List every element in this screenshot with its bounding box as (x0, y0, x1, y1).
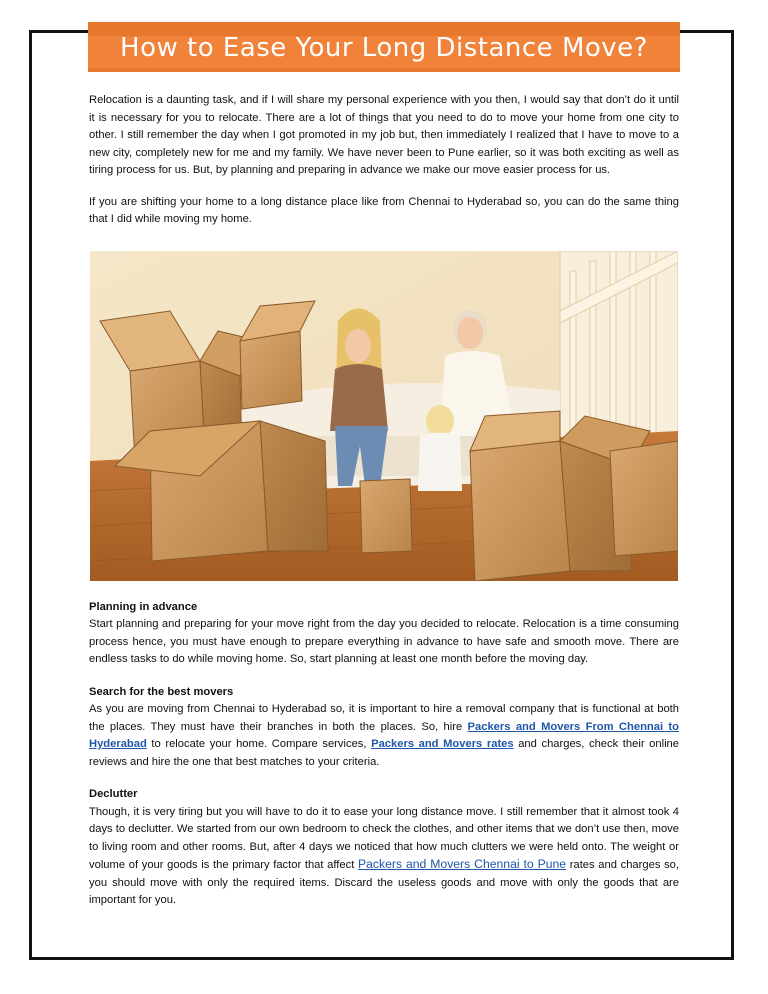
family-moving-boxes-image (90, 251, 678, 581)
section-body-planning: Start planning and preparing for your move right from the day you decided to relocate. Relocation is a time consuming process hence, you must have enough to prepare everything in advance to have safe and smooth move. There are endless tasks to do while moving home. So, start planning at least one month before the moving day. (89, 618, 679, 665)
link-movers-rates[interactable]: Packers and Movers rates (371, 738, 514, 750)
movers-text-c: and charges, check their online reviews and hire the one that best matches to your criteria. (89, 738, 679, 768)
intro-paragraph-2: If you are shifting your home to a long distance place like from Chennai to Hyderabad so, you can do the same thing that I did while moving my home. (89, 195, 679, 225)
section-heading-planning: Planning in advance (89, 600, 198, 613)
intro-paragraph-1: Relocation is a daunting task, and if I will share my personal experience with you then, I would say that don’t do it until it is necessary for you to relocate. There are a lot of things that you need to do to move your home from one city to other. I still remember the day when I got promoted in my job but, then immediately I realized that I have to move to a new city, completely new for me and my family. We have never been to Pune earlier, so it was both exciting as well as tiring process for us. But, by planning and preparing in advance we make our move easier process for us. (89, 94, 679, 176)
section-movers (89, 684, 679, 772)
movers-text-a: As you are moving from Chennai to Hyderabad so, it is important to hire a removal company that is functional at both the places. They must have their branches in both the places. So, hire (89, 703, 679, 733)
page-title: How to Ease Your Long Distance Move? (120, 33, 648, 63)
section-heading-movers: Search for the best movers (89, 685, 234, 698)
section-body-declutter (89, 804, 679, 910)
link-chennai-to-hyderabad[interactable]: Packers and Movers From Chennai to Hyderabad (89, 720, 679, 750)
link-chennai-to-pune[interactable]: Packers and Movers Chennai to Pune (358, 857, 567, 871)
section-planning (89, 599, 679, 669)
section-declutter (89, 786, 679, 910)
declutter-text-a: Though, it is very tiring but you will have to do it to ease your long distance move. I still remember that it almost took 4 days to declutter. We started from our own bedroom to check the clothes, and other items that we don’t use then, move to living room and other rooms. But, after 4 days we noticed that how much clutters we were held onto. The weight or volume of your goods is the primary factor that affect (89, 805, 679, 871)
movers-text-b: to relocate your home. Compare services, (146, 738, 372, 750)
article-body (89, 92, 679, 925)
declutter-text-b: rates and charges so, you should move with only the required items. Discard the useless goods and move with only the goods that are important for you. (89, 859, 679, 906)
section-heading-declutter: Declutter (89, 788, 138, 800)
section-body-movers (89, 701, 679, 771)
